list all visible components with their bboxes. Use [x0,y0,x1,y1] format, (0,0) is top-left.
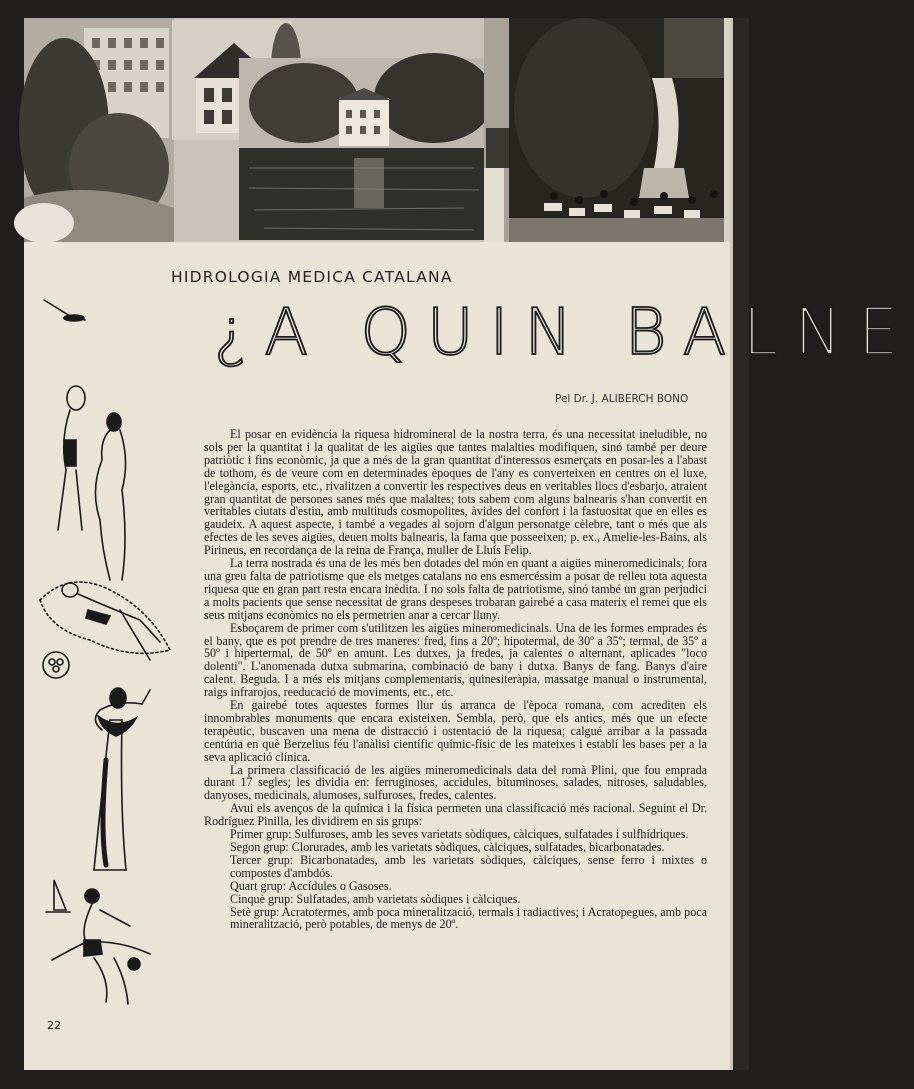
group-item: Quart grup: Accídules o Gasoses. [230,878,392,893]
spa-photo-collage [24,18,730,242]
diver-figure [44,300,85,321]
group-item: Primer grup: Sulfuroses, amb les seves varietats sòdiques, càlciques, sulfatades i sulfhídriques. [230,827,689,842]
photo-waterfall-garden [509,18,730,242]
decorative-figures-illustration [30,290,180,1020]
facing-page-edge [730,18,749,1070]
body-paragraph: La primera classificació de les aigües mineromedicinals data del romà Plini, que fou emprada durant 17 segles; les dividia en: ferruginoses, accidules, bituminoses, salades, nitroses, saludables, danyoses, medicinals, alumoses, sulfuroses, fredes, calentes. [204,762,707,803]
page-number: 22 [47,1019,61,1032]
author-byline: Pel Dr. J. ALIBERCH BONO [555,393,689,405]
photo-hotel-trees [14,18,174,243]
group-item: Setè grup: Acratotermes, amb poca mineralització, termals i radiactives; i Acratopegues, amb poca mineralització, però potables, de menys de 20º. [230,904,707,932]
body-paragraph: El posar en evidència la riquesa hidromineral de la nostra terra, és una necessitat ineludible, no sols per la quantitat i la qualitat de les aigües que tantes malalties modifiquen, sinó també per deure patriòtic i fins econòmic, ja que a més de la gran quantitat d'interessos esmerçats en posar-les a l'abast de tothom, és de veure com en determinades èpoques de l'any es converteixen en centres on el luxe, l'elegància, esports, etc., rivalitzen a convertir les respectives deus en veritables llocs d'esbarjo, atraient gran quantitat de persones sanes més que malaltes; tots sabem com alguns balnearis s'han convertit en veritables ciutats d'estiu, amb multituds cosmopolites, àvides del confort i la fastuositat que en elles es gaudeix. A aquest aspecte, i també a vegades al sojorn d'algun personatge cèlebre, tant o més que als efectes de les seves aigües, deuen molts balnearis, la fama que posseeixen; p. ex., Amelie-les-Bains, als Pirineus, en recordança de la reina de França, muller de Lluís Felip. [204,427,707,558]
photo-lake-chateau [239,53,494,240]
sunbather-figure [40,582,170,660]
gown-woman-figure [94,688,150,870]
acrobats-figure [52,889,150,1004]
body-paragraph: Avui els avenços de la química i la física permeten una classificació més racional. Seguint el Dr. Rodríguez Pinilla, les dividirem en sis grups: [204,801,707,829]
body-paragraph: En gairebé totes aquestes formes llur ús arranca de l'època romana, com acrediten els innombrables monuments que encara existeixen. Sembla, però, que els antics, més que un efecte terapèutic, buscaven una mena de distracció i ostentació de la riquesa; calgué arribar a la passada centúria en què Berzelius féu l'anàlisi científic químic-físic de les mateixes i establí les bases per a la seva aplicació clínica. [204,698,707,764]
group-item: Segon grup: Clorurades, amb les varietats sòdiques, càlciques, sulfatades, bicarbonatades. [230,840,665,854]
sailboat-figure [46,880,70,912]
section-kicker: HIDROLOGIA MEDICA CATALANA [171,268,453,286]
collage-art [24,18,730,242]
group-item: Cinquè grup: Sulfatades, amb varietats sòdiques i càlciques. [230,891,521,906]
article-headline: ¿A QUIN BALNE [214,296,914,370]
article-body [204,428,707,931]
body-paragraph: Esboçarem de primer com s'utilitzen les aigües mineromedicinals. Una de les formes emprades és el bany, que es pot prendre de tres maneres: fred, fins a 20º; hipotermal, de 30º a 35º; termal, de 35º a 50º i hipertermal, de 50º en amunt. Les dutxes, ja fredes, ja calentes o alternant, aplicades "loco dolenti". L'anomenada dutxa submarina, combinació de bany i dutxa. Banys de fang. Banys d'aire calent. Beguda. I a més els mitjans complementaris, quinesiteràpia, massatge manual o instrumental, raigs infrarojos, reeducació de moviments, etc., etc. [204,620,707,700]
body-paragraph: La terra nostrada és una de les més ben dotades del món en quant a aigües mineromedicinals; fora una greu falta de patriotisme que els metges catalans no ens esmercéssim a posar de relleu tota aquesta riquesa que en gran part resta encara inèdita. I no sols falta de patriotisme, sinó també un gran perjudici a molts pacients que sense necessitat de grans despeses trobaran gairebé a casa materix el remei que els seus mitjans econòmics no els permetrien anar a cercar lluny. [204,556,707,622]
standing-bathers-figure [58,386,126,580]
group-item: Tercer grup: Bicarbonatades, amb les varietats sòdiques, càlciques, sense ferro i mixtes o compostes d'ambdós. [230,852,707,880]
